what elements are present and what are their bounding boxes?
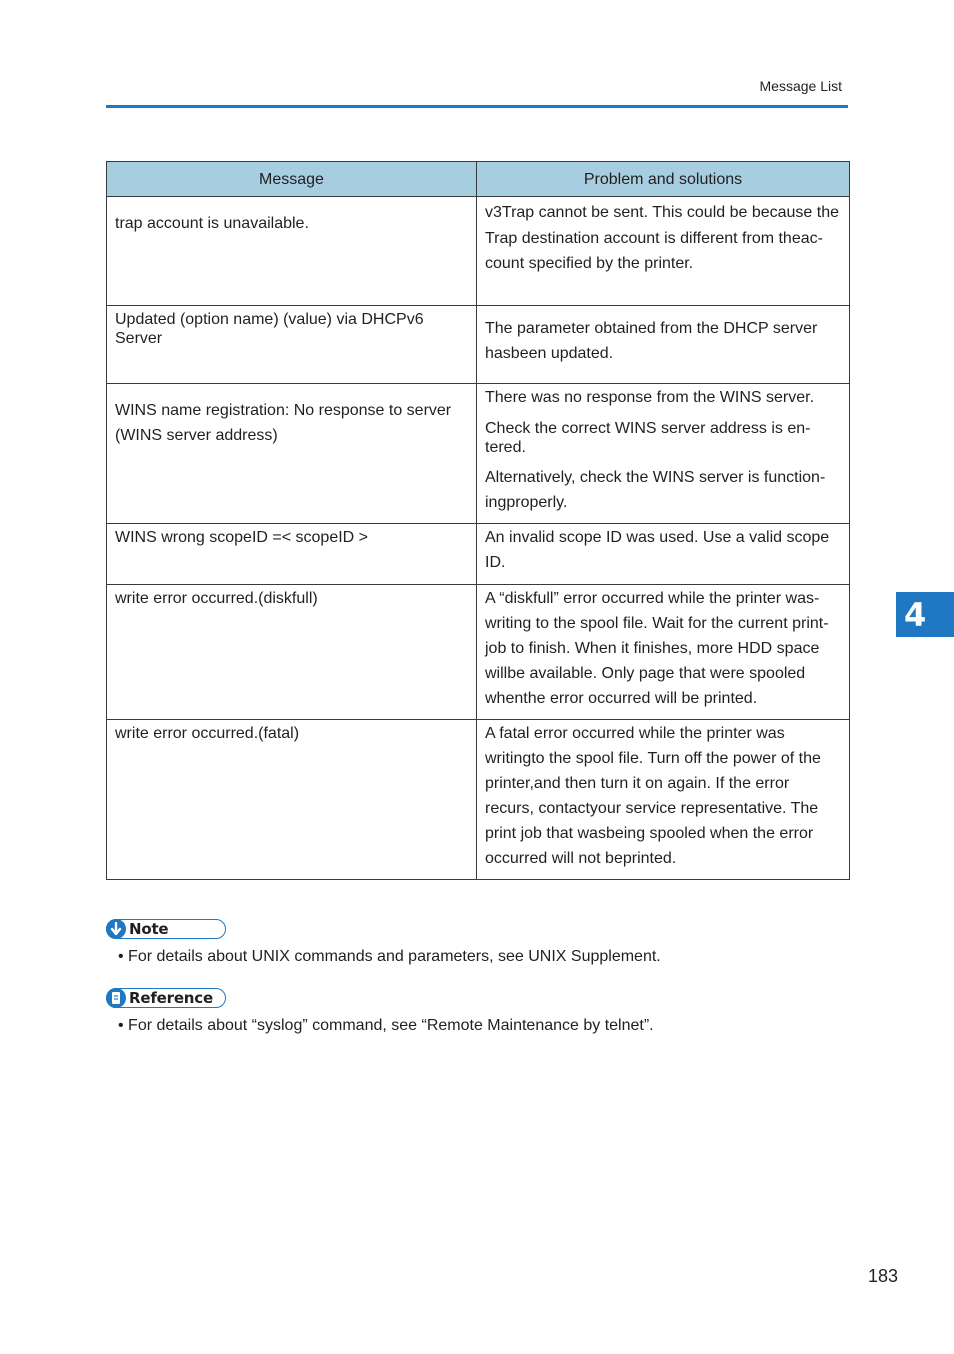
- solution-text: Trap destination account is different from theac-count specified by the printer.: [485, 230, 823, 272]
- solution-text: v3Trap cannot be sent. This could be because the: [485, 204, 840, 221]
- reference-item: • For details about “syslog” command, see “Remote Maintenance by telnet”.: [118, 1017, 654, 1034]
- column-header-message: Message: [107, 162, 477, 197]
- table-row: [107, 524, 850, 585]
- message-text: write error occurred.(diskfull): [115, 590, 318, 607]
- solution-cell: [477, 585, 850, 720]
- message-text: WINS name registration: No response to server (WINS server address): [115, 402, 452, 444]
- solution-text: A “diskfull” error occurred while the printer was-writing to the spool file. Wait for the current print-job to finish. When it finishes, more HDD space willbe available. Only page that were spooled whenthe error occurred will be printed.: [485, 590, 829, 707]
- table-row: [107, 720, 850, 880]
- document-icon: [106, 988, 126, 1008]
- message-text: write error occurred.(fatal): [115, 725, 300, 742]
- message-table: [106, 161, 850, 880]
- message-cell: [107, 197, 477, 306]
- message-cell: [107, 384, 477, 524]
- column-header-solutions: Problem and solutions: [477, 162, 850, 197]
- message-cell: [107, 720, 477, 880]
- solution-text: There was no response from the WINS server.: [485, 389, 815, 406]
- message-text: WINS wrong scopeID =< scopeID >: [115, 529, 368, 546]
- message-text: trap account is unavailable.: [115, 215, 309, 232]
- header-rule: [106, 105, 848, 108]
- page-number: 183: [868, 1266, 899, 1286]
- solution-text: The parameter obtained from the DHCP server hasbeen updated.: [485, 320, 818, 362]
- running-header: Message List: [759, 78, 842, 94]
- solution-cell: [477, 720, 850, 880]
- solution-text: A fatal error occurred while the printer was writingto the spool file. Turn off the power of the printer,and then turn it on again. If the error recurs, contactyour service representative. The print job that wasbeing spooled when the error occurred will not beprinted.: [485, 725, 821, 867]
- solution-cell: [477, 197, 850, 306]
- reference-label: Reference: [129, 989, 213, 1007]
- table-row: [107, 384, 850, 524]
- solution-text: Alternatively, check the WINS server is function-ingproperly.: [485, 469, 826, 511]
- note-item: • For details about UNIX commands and parameters, see UNIX Supplement.: [118, 948, 661, 965]
- table-row: [107, 197, 850, 306]
- down-arrow-icon: [106, 919, 126, 939]
- chapter-tab: 4: [896, 592, 954, 637]
- solution-cell: [477, 524, 850, 585]
- reference-badge: [106, 988, 226, 1008]
- solution-text: Check the correct WINS server address is en-tered.: [485, 420, 811, 456]
- table-header-row: [107, 162, 850, 197]
- solution-cell: [477, 306, 850, 384]
- solution-text: An invalid scope ID was used. Use a valid scope ID.: [485, 529, 830, 571]
- table-row: [107, 306, 850, 384]
- note-badge: [106, 919, 226, 939]
- solution-cell: [477, 384, 850, 524]
- message-cell: [107, 306, 477, 384]
- table-row: [107, 585, 850, 720]
- message-text: Updated (option name) (value) via DHCPv6 Server: [115, 311, 424, 347]
- message-cell: [107, 585, 477, 720]
- message-cell: [107, 524, 477, 585]
- note-label: Note: [129, 920, 169, 938]
